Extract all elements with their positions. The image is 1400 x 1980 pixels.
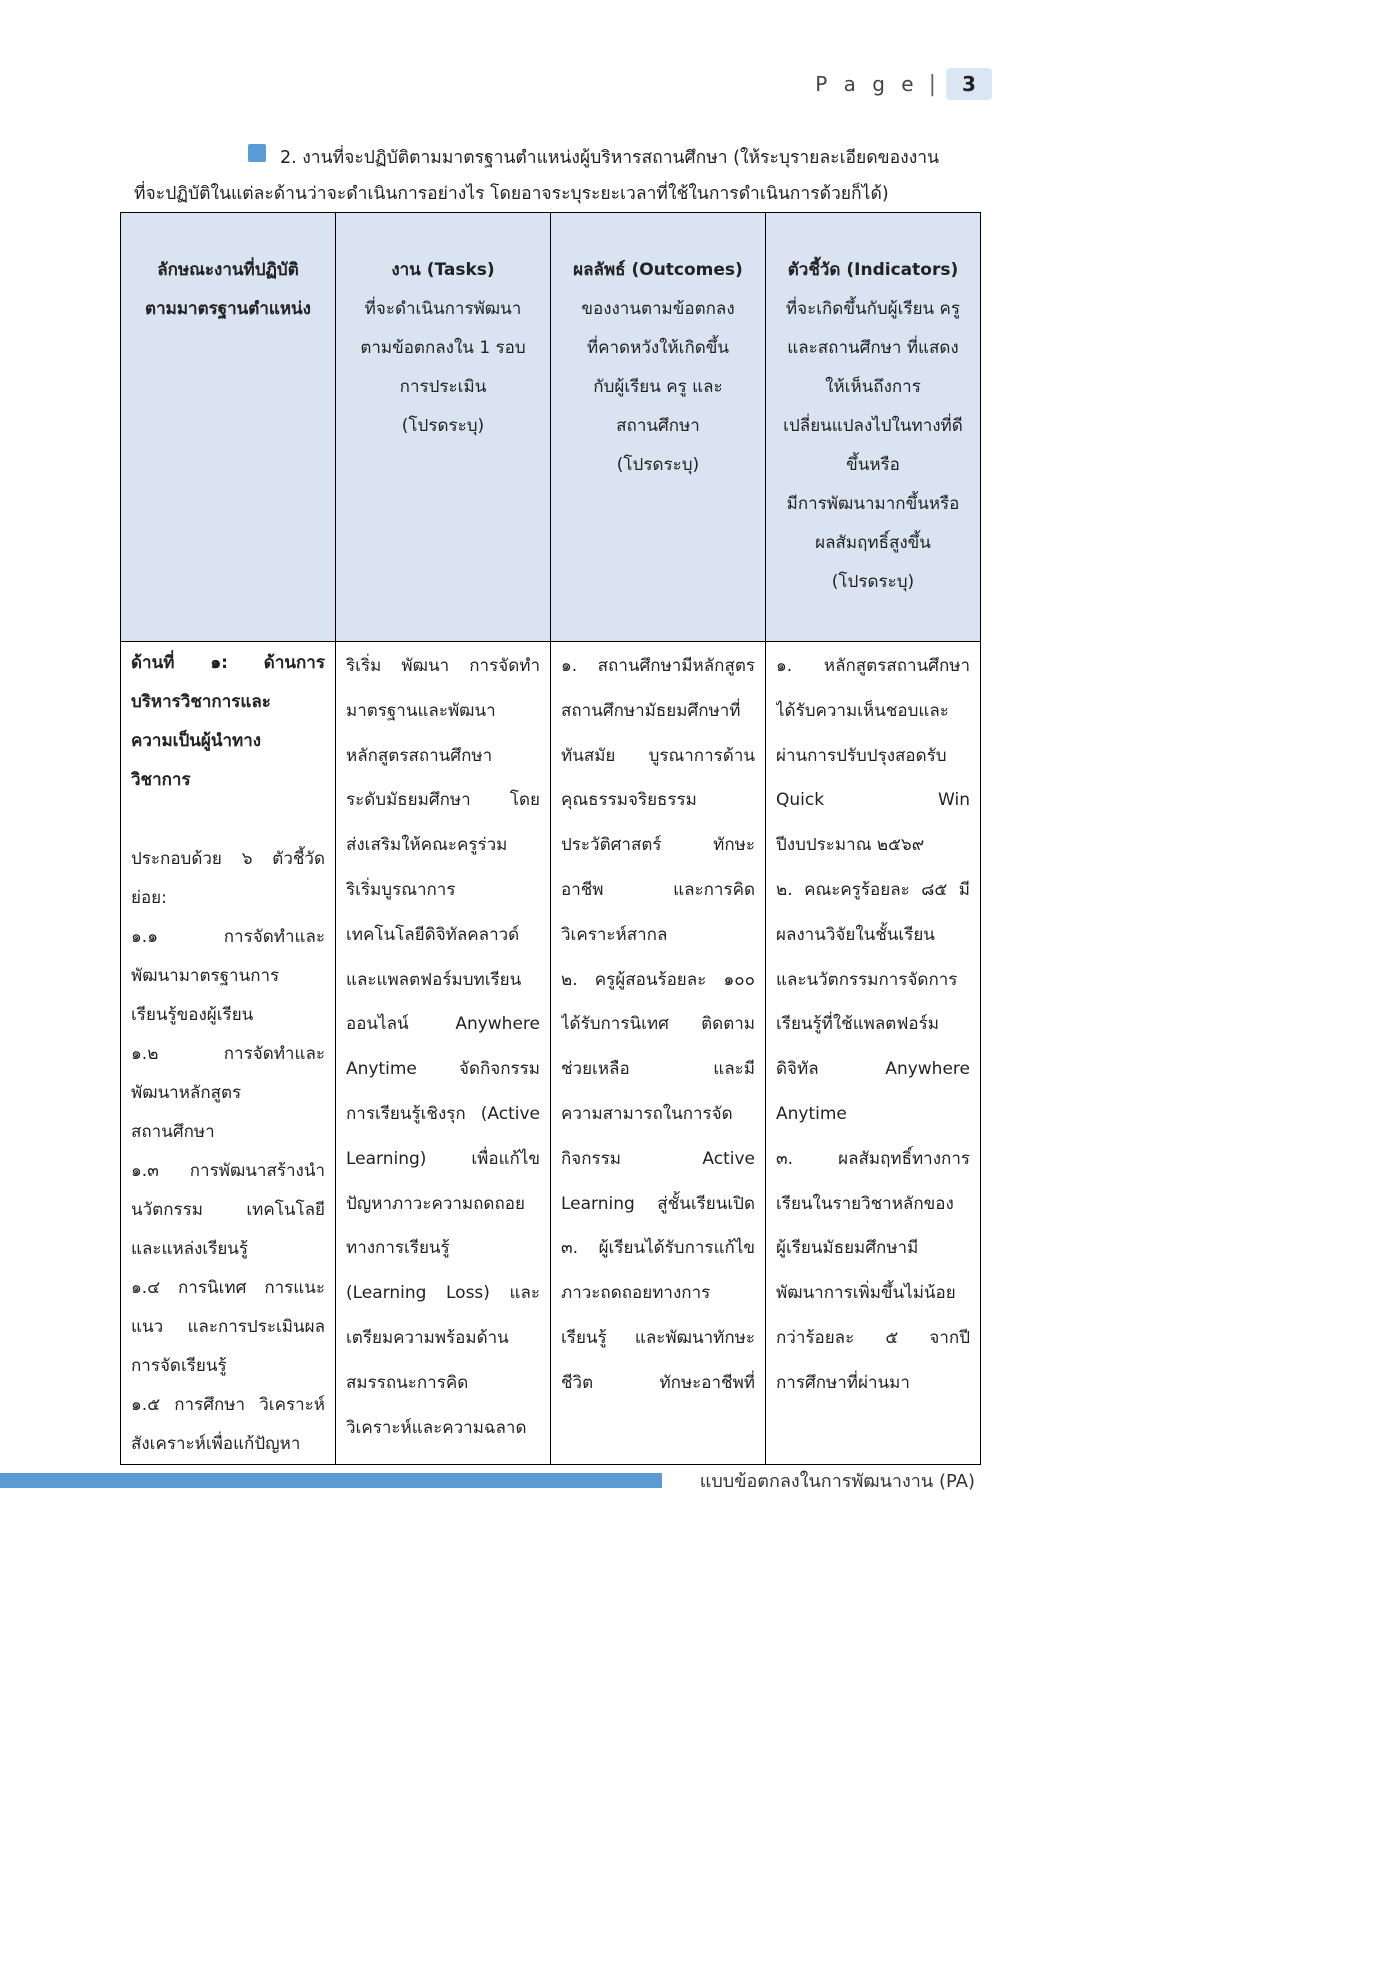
tasks-line: ริเริ่มบูรณาการ xyxy=(346,879,456,900)
indicators-line: ๓. ผลสัมฤทธิ์ทางการ xyxy=(776,1148,970,1169)
area-body-line: ๑.๓ การพัฒนาสร้างนำ xyxy=(131,1161,325,1181)
tasks-line: ริเริ่ม พัฒนา การจัดทำ xyxy=(346,656,540,676)
cell-indicators xyxy=(766,642,981,1465)
area-body-line: นวัตกรรม เทคโนโลยี xyxy=(131,1200,325,1220)
area-body-line: การจัดเรียนรู้ xyxy=(131,1356,227,1376)
header-title: ลักษณะงานที่ปฏิบัติ xyxy=(157,260,299,280)
tasks-line: Learning) เพื่อแก้ไข xyxy=(346,1148,540,1169)
area-body-line: แนว และการประเมินผล xyxy=(131,1317,325,1337)
area-body-line: ประกอบด้วย ๖ ตัวชี้วัด xyxy=(131,849,325,869)
area-title-line: ความเป็นผู้นำทาง xyxy=(131,731,262,751)
cell-outcomes xyxy=(551,642,766,1465)
header-cell-outcomes xyxy=(551,213,766,642)
page-label: P a g e xyxy=(815,72,919,96)
outcomes-line: สถานศึกษามัธยมศึกษาที่ xyxy=(561,700,741,721)
tasks-line: เตรียมความพร้อมด้าน xyxy=(346,1327,509,1348)
area-title-line: ด้านที่ ๑: ด้านการ xyxy=(131,653,325,673)
tasks-line: วิเคราะห์และความฉลาด xyxy=(346,1417,527,1438)
header-line: ที่จะเกิดขึ้นกับผู้เรียน ครู xyxy=(785,299,961,319)
tasks-line: ทางการเรียนรู้ xyxy=(346,1238,450,1259)
header-line: ที่จะดำเนินการพัฒนา xyxy=(364,299,522,319)
indicators-line: ผู้เรียนมัธยมศึกษามี xyxy=(776,1238,919,1259)
page-number-badge: 3 xyxy=(946,68,992,100)
page-header xyxy=(815,68,992,100)
tasks-line: (Learning Loss) และ xyxy=(346,1283,540,1304)
indicators-line: เรียนรู้ที่ใช้แพลตฟอร์ม xyxy=(776,1014,939,1035)
outcomes-line: ทันสมัย บูรณาการด้าน xyxy=(561,745,755,766)
cell-tasks xyxy=(336,642,551,1465)
indicators-line: ๒. คณะครูร้อยละ ๘๕ มี xyxy=(776,879,970,900)
area-body-line: เรียนรู้ของผู้เรียน xyxy=(131,1005,254,1025)
area-body-line: พัฒนามาตรฐานการ xyxy=(131,966,280,986)
header-cell-tasks xyxy=(336,213,551,642)
area-body-line: ย่อย: xyxy=(131,888,167,908)
header-line: ของงานตามข้อตกลง xyxy=(581,299,735,319)
outcomes-line: Learning สู่ชั้นเรียนเปิด xyxy=(561,1193,755,1214)
header-line: (โปรดระบุ) xyxy=(831,572,915,592)
section-heading xyxy=(134,140,974,212)
pa-table xyxy=(120,212,981,1465)
table-header-row xyxy=(121,213,981,642)
area-body-line: และแหล่งเรียนรู้ xyxy=(131,1239,249,1259)
outcomes-line: ๑. สถานศึกษามีหลักสูตร xyxy=(561,656,755,676)
indicators-line: ๑. หลักสูตรสถานศึกษา xyxy=(776,656,970,676)
header-title: ตัวชี้วัด (Indicators) xyxy=(787,260,959,280)
header-line: ให้เห็นถึงการ xyxy=(825,377,921,397)
area-body-line: สถานศึกษา xyxy=(131,1122,215,1142)
area-title-line: บริหารวิชาการและ xyxy=(131,692,271,712)
tasks-line: ระดับมัธยมศึกษา โดย xyxy=(346,790,540,811)
indicators-line: การศึกษาที่ผ่านมา xyxy=(776,1372,910,1393)
header-line: ผลสัมฤทธิ์สูงขึ้น xyxy=(815,533,931,553)
header-line: ขึ้นหรือ xyxy=(846,455,900,475)
header-cell-characteristics xyxy=(121,213,336,642)
outcomes-line: ชีวิต ทักษะอาชีพที่ xyxy=(561,1372,755,1393)
header-line: ตามมาตรฐานตำแหน่ง xyxy=(145,299,311,319)
outcomes-line: ได้รับการนิเทศ ติดตาม xyxy=(561,1014,755,1035)
header-line: การประเมิน xyxy=(399,377,487,397)
outcomes-line: อาชีพ และการคิด xyxy=(561,879,755,900)
indicators-line: Anytime xyxy=(776,1103,847,1124)
indicators-line: พัฒนาการเพิ่มขึ้นไม่น้อย xyxy=(776,1283,956,1304)
tasks-line: หลักสูตรสถานศึกษา xyxy=(346,745,493,766)
header-line: กับผู้เรียน ครู และ xyxy=(593,377,723,397)
tasks-line: การเรียนรู้เชิงรุก (Active xyxy=(346,1103,540,1124)
outcomes-line: ๒. ครูผู้สอนร้อยละ ๑๐๐ xyxy=(561,969,755,990)
tasks-line: Anytime จัดกิจกรรม xyxy=(346,1059,540,1080)
page-separator: | xyxy=(928,71,936,97)
section-heading-line-1: 2. งานที่จะปฏิบัติตามมาตรฐานตำแหน่งผู้บริหารสถานศึกษา (ให้ระบุรายละเอียดของงาน xyxy=(280,148,940,168)
table-row xyxy=(121,642,981,1465)
outcomes-line: คุณธรรมจริยธรรม xyxy=(561,790,697,811)
outcomes-line: ประวัติศาสตร์ ทักษะ xyxy=(561,835,755,856)
header-title: ผลลัพธ์ (Outcomes) xyxy=(573,260,743,280)
area-title-line: วิชาการ xyxy=(131,770,191,790)
header-line: ตามข้อตกลงใน 1 รอบ xyxy=(360,338,526,358)
outcomes-line: ภาวะถดถอยทางการ xyxy=(561,1283,711,1304)
area-body-line: ๑.๑ การจัดทำและ xyxy=(131,927,325,947)
tasks-line: ปัญหาภาวะความถดถอย xyxy=(346,1193,525,1214)
header-cell-indicators xyxy=(766,213,981,642)
indicators-line: ได้รับความเห็นชอบและ xyxy=(776,700,949,721)
footer-accent-bar xyxy=(0,1473,662,1488)
header-title: งาน (Tasks) xyxy=(391,260,495,280)
footer-title: แบบข้อตกลงในการพัฒนางาน (PA) xyxy=(699,1471,975,1492)
cell-area-description xyxy=(121,642,336,1465)
section-heading-line-2: ที่จะปฏิบัติในแต่ละด้านว่าจะดำเนินการอย่างไร โดยอาจระบุระยะเวลาที่ใช้ในการดำเนินการด้วยก็ได้) xyxy=(134,184,889,204)
area-body-line: ๑.๕ การศึกษา วิเคราะห์ xyxy=(131,1395,325,1415)
header-line: มีการพัฒนามากขึ้นหรือ xyxy=(786,494,960,514)
indicators-line: ผลงานวิจัยในชั้นเรียน xyxy=(776,924,935,945)
indicators-line: เรียนในรายวิชาหลักของ xyxy=(776,1193,954,1214)
header-line: (โปรดระบุ) xyxy=(401,416,485,436)
outcomes-line: ช่วยเหลือ และมี xyxy=(561,1059,755,1080)
indicators-line: ดิจิทัล Anywhere xyxy=(776,1059,970,1080)
header-line: สถานศึกษา xyxy=(616,416,700,436)
indicators-line: Quick Win xyxy=(776,790,970,811)
outcomes-line: ความสามารถในการจัด xyxy=(561,1103,733,1124)
header-line: ที่คาดหวังให้เกิดขึ้น xyxy=(586,338,730,358)
tasks-line: และแพลตฟอร์มบทเรียน xyxy=(346,969,522,990)
area-body-line: ๑.๒ การจัดทำและ xyxy=(131,1044,325,1064)
tasks-line: เทคโนโลยีดิจิทัลคลาวด์ xyxy=(346,924,520,945)
square-bullet-icon xyxy=(248,144,266,162)
header-line: และสถานศึกษา ที่แสดง xyxy=(787,338,959,358)
indicators-line: ผ่านการปรับปรุงสอดรับ xyxy=(776,745,947,766)
tasks-line: สมรรถนะการคิด xyxy=(346,1372,469,1393)
indicators-line: กว่าร้อยละ ๕ จากปี xyxy=(776,1327,970,1348)
tasks-line: มาตรฐานและพัฒนา xyxy=(346,700,496,721)
tasks-line: ออนไลน์ Anywhere xyxy=(346,1014,540,1035)
area-body-line: พัฒนาหลักสูตร xyxy=(131,1083,242,1103)
outcomes-line: วิเคราะห์สากล xyxy=(561,924,668,945)
area-body-line: ๑.๔ การนิเทศ การแนะ xyxy=(131,1278,325,1298)
outcomes-line: ๓. ผู้เรียนได้รับการแก้ไข xyxy=(561,1238,755,1259)
indicators-line: และนวัตกรรมการจัดการ xyxy=(776,969,958,990)
indicators-line: ปีงบประมาณ ๒๕๖๙ xyxy=(776,835,925,856)
area-body-line: สังเคราะห์เพื่อแก้ปัญหา xyxy=(131,1434,301,1454)
header-line: เปลี่ยนแปลงไปในทางที่ดี xyxy=(783,416,963,436)
tasks-line: ส่งเสริมให้คณะครูร่วม xyxy=(346,835,508,856)
outcomes-line: เรียนรู้ และพัฒนาทักษะ xyxy=(561,1327,755,1348)
header-line: (โปรดระบุ) xyxy=(616,455,700,475)
outcomes-line: กิจกรรม Active xyxy=(561,1148,755,1169)
